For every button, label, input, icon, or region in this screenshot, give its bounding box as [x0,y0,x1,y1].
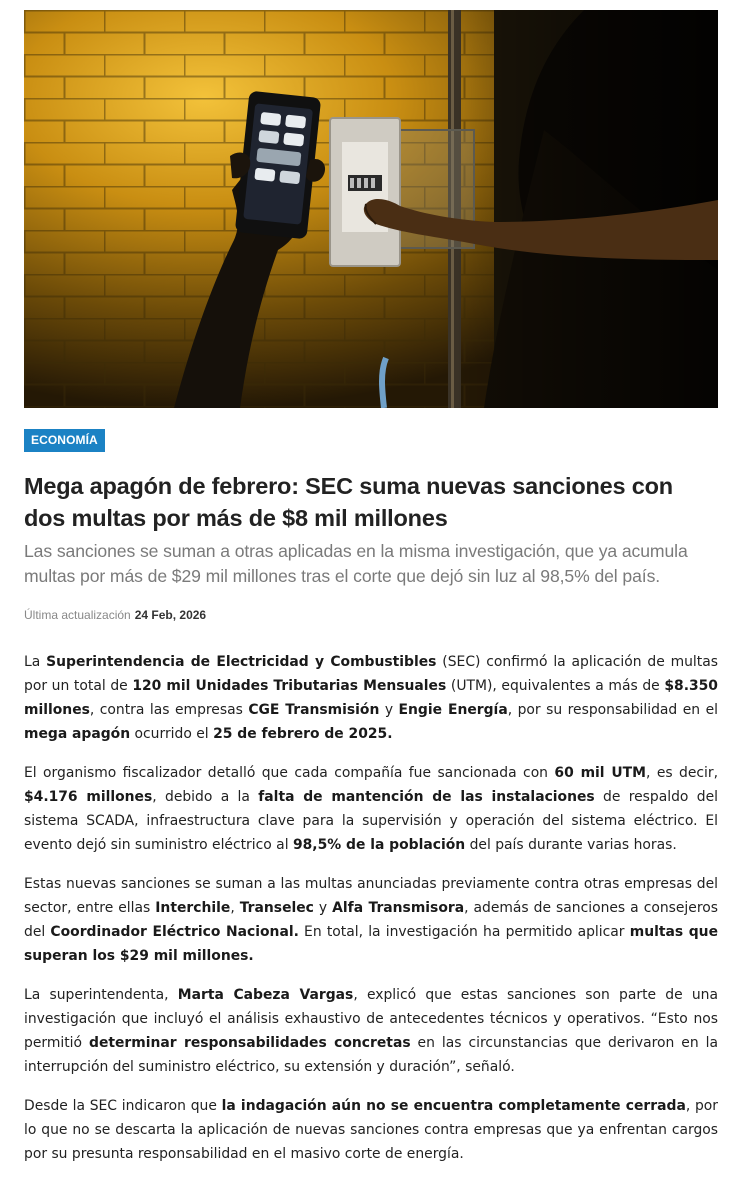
body-text: La [24,654,47,670]
category-badge[interactable]: ECONOMÍA [24,429,105,452]
body-text: El organismo fiscalizador detalló que cada compañía fue sancionada con [24,765,555,781]
emphasis-text: $4.176 millones [24,789,153,805]
last-updated-label: Última actualización [24,608,131,622]
emphasis-text: Marta Cabeza Vargas [177,987,354,1003]
last-updated [24,606,206,624]
emphasis-text: multas que superan los $29 mil millones. [24,924,718,964]
last-updated-date: 24 Feb, 2026 [134,608,207,622]
emphasis-text: 25 de febrero de 2025. [213,726,393,742]
article-paragraph [24,761,718,857]
article-paragraph [24,872,718,968]
body-text: ocurrido el [130,726,214,742]
emphasis-text: Coordinador Eléctrico Nacional. [50,924,299,940]
emphasis-text: $8.350 millones [24,678,718,718]
body-text: de respaldo del sistema SCADA, infraestructura clave para la supervisión y operación del sistema eléctrico. El evento dejó sin suministro eléctrico al [24,789,718,853]
article-paragraph [24,650,718,746]
emphasis-text: falta de mantención de las instalaciones [258,789,595,805]
hero-image [24,10,718,408]
body-text: Estas nuevas sanciones se suman a las multas anunciadas previamente contra otras empresas del sector, entre ellas [24,876,718,916]
body-text: , por su responsabilidad en el [507,702,718,718]
emphasis-text: 60 mil UTM [554,765,646,781]
body-text: , es decir, [645,765,718,781]
article-headline: Mega apagón de febrero: SEC suma nuevas sanciones con dos multas por más de $8 mil millones [24,473,673,531]
body-text: del país durante varias horas. [465,837,677,853]
emphasis-text: 98,5% de la población [292,837,466,853]
emphasis-text: CGE Transmisión [248,702,380,718]
emphasis-text: Alfa Transmisora [332,900,465,916]
body-text: (SEC) confirmó la aplicación de multas por un total de [24,654,718,694]
body-text: , contra las empresas [89,702,249,718]
emphasis-text: Engie Energía [398,702,508,718]
body-text: , [230,900,240,916]
emphasis-text: Interchile [155,900,231,916]
emphasis-text: mega apagón [24,726,131,742]
emphasis-text: 120 mil Unidades Tributarias Mensuales [132,678,447,694]
emphasis-text: Superintendencia de Electricidad y Combustibles [46,654,437,670]
body-text: , además de sanciones a consejeros del [24,900,718,940]
body-text: , por lo que no se descarta la aplicación de nuevas sanciones contra empresas que ya enfrentan cargos por su presunta responsabilidad en el masivo corte de energía. [24,1098,719,1162]
article-paragraph [24,1094,718,1166]
body-text: En total, la investigación ha permitido aplicar [298,924,630,940]
emphasis-text: Transelec [239,900,314,916]
article-paragraph [24,983,718,1079]
article-body [24,650,718,1181]
body-text: La superintendenta, [24,987,178,1003]
body-text: , explicó que estas sanciones son parte de una investigación que incluyó el análisis exhaustivo de antecedentes técnicos y operativos. “Esto nos permitió [24,987,718,1051]
body-text: Desde la SEC indicaron que [24,1098,222,1114]
body-text: , debido a la [152,789,259,805]
article-subtitle: Las sanciones se suman a otras aplicadas en la misma investigación, que ya acumula multas por más de $29 mil millones tras el corte que dejó sin luz al 98,5% del país. [24,541,688,586]
body-text: (UTM), equivalentes a más de [446,678,665,694]
emphasis-text: la indagación aún no se encuentra completamente cerrada [221,1098,686,1114]
body-text: y [313,900,333,916]
body-text: en las circunstancias que derivaron en la interrupción del suministro eléctrico, su extensión y duración”, señaló. [24,1035,718,1075]
emphasis-text: determinar responsabilidades concretas [89,1035,411,1051]
body-text: y [379,702,399,718]
